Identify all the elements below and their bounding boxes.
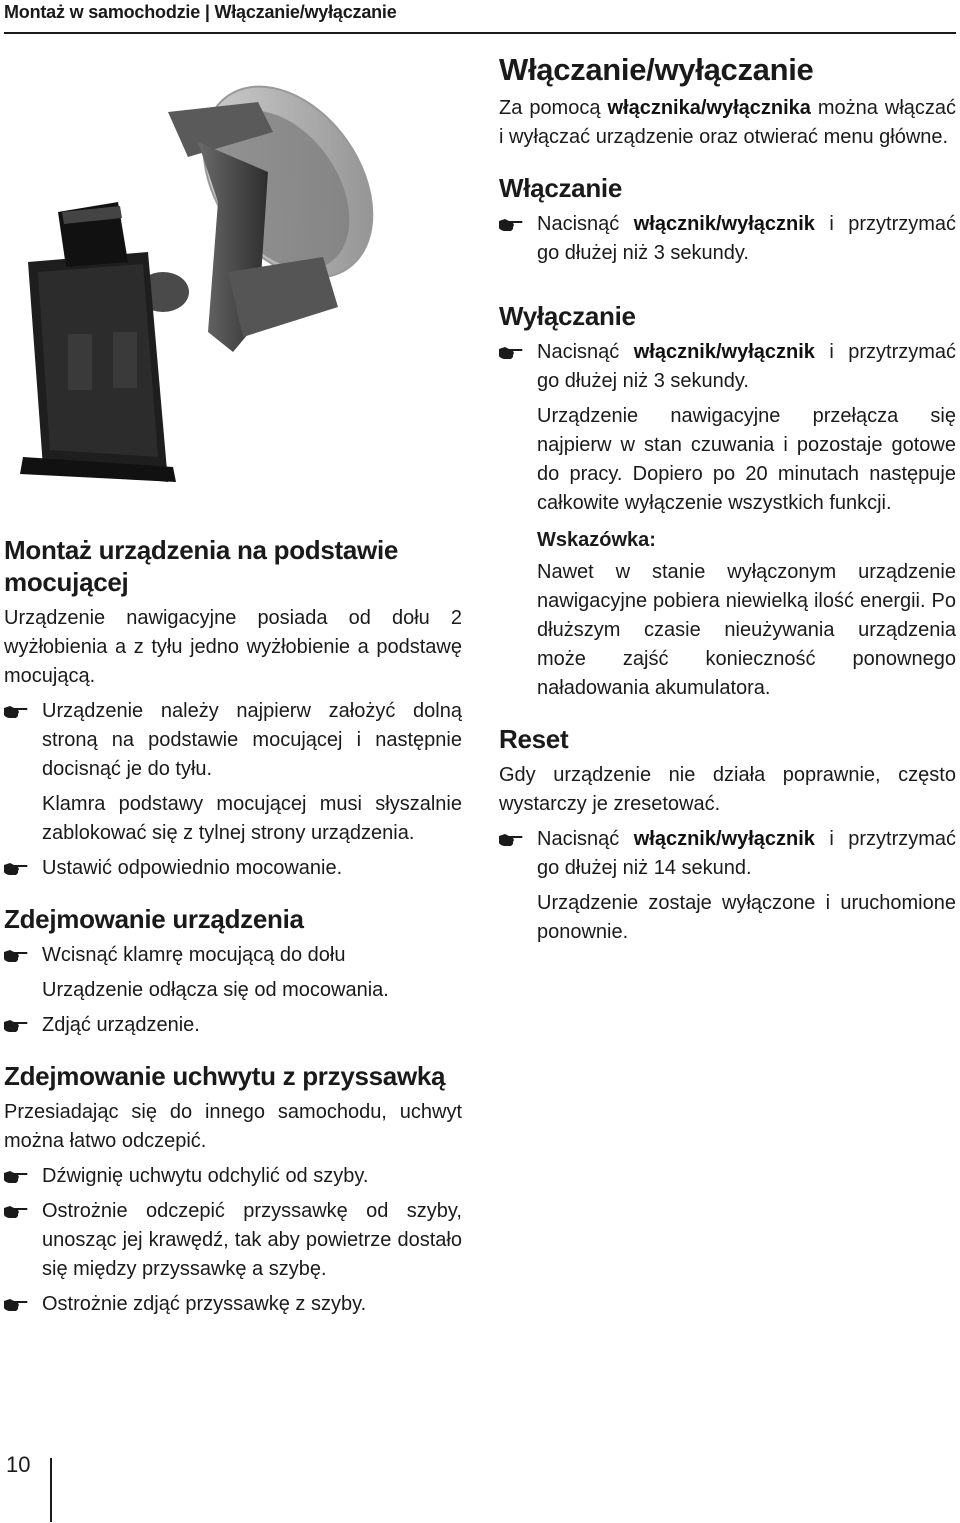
section-title-switch-off: Wyłączanie <box>499 301 636 331</box>
instruction-step <box>499 825 956 883</box>
step-text: Ostrożnie odczepić przyssawkę od szyby, unosząc jej krawędź, tak aby powietrze dostało się między przyssawkę a szybę. <box>42 1200 462 1280</box>
section-mounting <box>4 534 462 883</box>
section-remove-device <box>4 903 462 1040</box>
instruction-step <box>499 338 956 396</box>
step-result: Urządzenie nawigacyjne przełącza się najpierw w stan czuwania i pozostaje gotowe do pracy. Dopiero po 20 minutach następuje całkowite wyłączenie wszystkich funkcji. <box>537 405 956 514</box>
step-result: Urządzenie zostaje wyłączone i uruchomione ponownie. <box>537 892 956 943</box>
step-text: Nacisnąć włącznik/wyłącznik i przytrzymać go dłużej niż 3 sekundy. <box>537 341 957 392</box>
step-text: Nacisnąć włącznik/wyłącznik i przytrzymać go dłużej niż 14 sekund. <box>537 828 957 879</box>
instruction-step <box>4 1290 462 1319</box>
instruction-step <box>499 210 956 268</box>
pointing-hand-icon <box>4 1205 28 1219</box>
footer-rule <box>50 1458 52 1522</box>
running-header: Montaż w samochodzie | Włączanie/wyłączanie <box>4 2 397 22</box>
pointing-hand-icon <box>4 1298 28 1312</box>
pointing-hand-icon <box>499 218 523 232</box>
section-title-remove-device: Zdejmowanie urządzenia <box>4 904 304 934</box>
suction-cup-holder-illustration <box>18 62 388 482</box>
pointing-hand-icon <box>4 705 28 719</box>
section-switch-on <box>499 172 956 268</box>
section-title-switch-on: Włączanie <box>499 173 623 203</box>
pointing-hand-icon <box>4 862 28 876</box>
instruction-step <box>4 1162 462 1191</box>
section-on-off <box>499 52 956 152</box>
pointing-hand-icon <box>499 833 523 847</box>
step-text: Dźwignię uchwytu odchylić od szyby. <box>42 1165 369 1187</box>
instruction-step <box>4 941 462 970</box>
header-rule <box>4 32 956 34</box>
instruction-step <box>4 854 462 883</box>
step-text: Ostrożnie zdjąć przyssawkę z szyby. <box>42 1293 367 1315</box>
step-text: Urządzenie należy najpierw założyć dolną stroną na podstawie mocującej i następnie docisnąć je do tyłu. <box>42 700 462 780</box>
step-text: Zdjąć urządzenie. <box>42 1014 200 1036</box>
left-column <box>4 534 462 1325</box>
paragraph-remove-suction-intro: Przesiadając się do innego samochodu, uchwyt można łatwo odczepić. <box>4 1101 462 1152</box>
step-text: Nacisnąć włącznik/wyłącznik i przytrzymać go dłużej niż 3 sekundy. <box>537 213 957 264</box>
step-text: Wcisnąć klamrę mocującą do dołu <box>42 944 346 966</box>
note-title: Wskazówka: <box>537 529 656 551</box>
section-title-remove-suction-holder: Zdejmowanie uchwytu z przyssawką <box>4 1061 446 1091</box>
page-number: 10 <box>6 1452 31 1477</box>
section-title-reset: Reset <box>499 724 569 754</box>
section-title-on-off: Włączanie/wyłączanie <box>499 52 814 87</box>
note-text: Nawet w stanie wyłączonym urządzenie nawigacyjne pobiera niewielką ilość energii. Po dłuższym czasie nieużywania urządzenia może zajść konieczność ponownego naładowania akumulatora. <box>537 561 956 699</box>
pointing-hand-icon <box>4 949 28 963</box>
section-remove-suction-holder <box>4 1060 462 1319</box>
pointing-hand-icon <box>4 1170 28 1184</box>
section-reset <box>499 723 956 947</box>
paragraph-on-off-intro: Za pomocą włącznika/wyłącznika można włączać i wyłączać urządzenie oraz otwierać menu główne. <box>499 97 957 148</box>
pointing-hand-icon <box>4 1019 28 1033</box>
step-result: Klamra podstawy mocującej musi słyszalnie zablokować się z tylnej strony urządzenia. <box>42 793 462 844</box>
step-text: Ustawić odpowiednio mocowanie. <box>42 857 343 879</box>
step-result: Urządzenie odłącza się od mocowania. <box>42 979 389 1001</box>
section-switch-off <box>499 300 956 703</box>
paragraph-mounting-intro: Urządzenie nawigacyjne posiada od dołu 2 wyżłobienia a z tyłu jedno wyżłobienie a podstawę mocującą. <box>4 607 462 687</box>
instruction-step <box>4 697 462 784</box>
right-column <box>499 52 956 953</box>
pointing-hand-icon <box>499 346 523 360</box>
paragraph-reset-intro: Gdy urządzenie nie działa poprawnie, często wystarczy je zresetować. <box>499 764 956 815</box>
instruction-step <box>4 1011 462 1040</box>
note-block <box>499 526 956 703</box>
section-title-mounting: Montaż urządzenia na podstawie mocującej <box>4 535 399 597</box>
instruction-step <box>4 1197 462 1284</box>
